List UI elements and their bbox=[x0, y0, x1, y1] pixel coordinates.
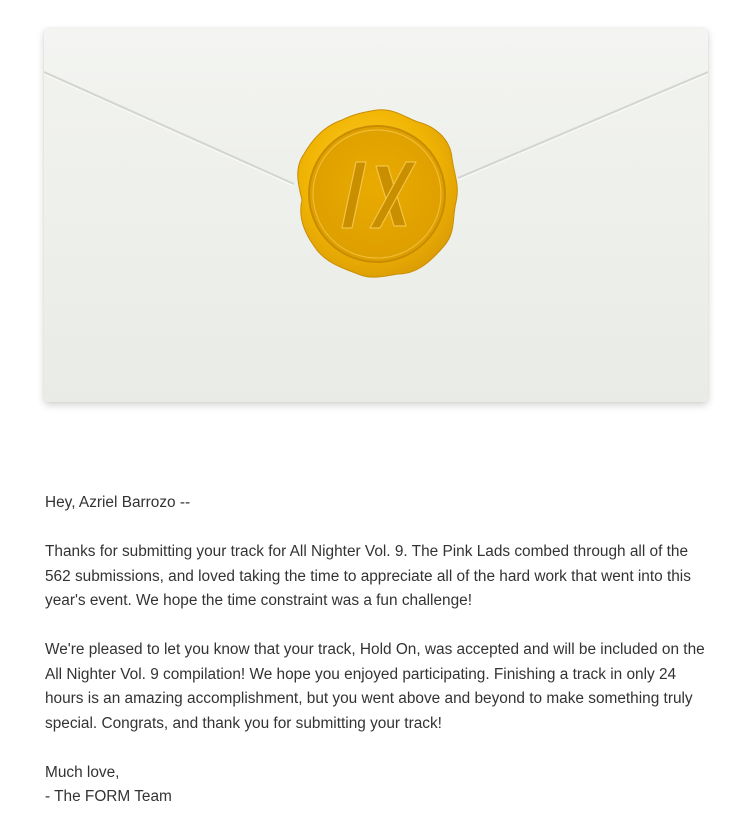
envelope-image bbox=[44, 28, 708, 402]
letter-body bbox=[45, 491, 710, 810]
paragraph-submission: Thanks for submitting your track for All Nighter Vol. 9. The Pink Lads combed through all of the 562 submissions, and loved taking the time to appreciate all of the hard work that went into this year's event. We hope the time constraint was a fun challenge! bbox=[45, 543, 691, 609]
closing: Much love, bbox=[45, 763, 120, 781]
signature: - The FORM Team bbox=[45, 788, 172, 805]
greeting: Hey, Azriel Barrozo -- bbox=[45, 494, 191, 511]
paragraph-acceptance: We're pleased to let you know that your track, Hold On, was accepted and will be included on the All Nighter Vol. 9 compilation! We hope you enjoyed participating. Finishing a track in only 24 hours is an amazing accomplishment, but you went above and beyond to make something truly special. Congrats, and thank you for submitting your track! bbox=[45, 641, 705, 732]
wax-seal bbox=[294, 104, 460, 282]
